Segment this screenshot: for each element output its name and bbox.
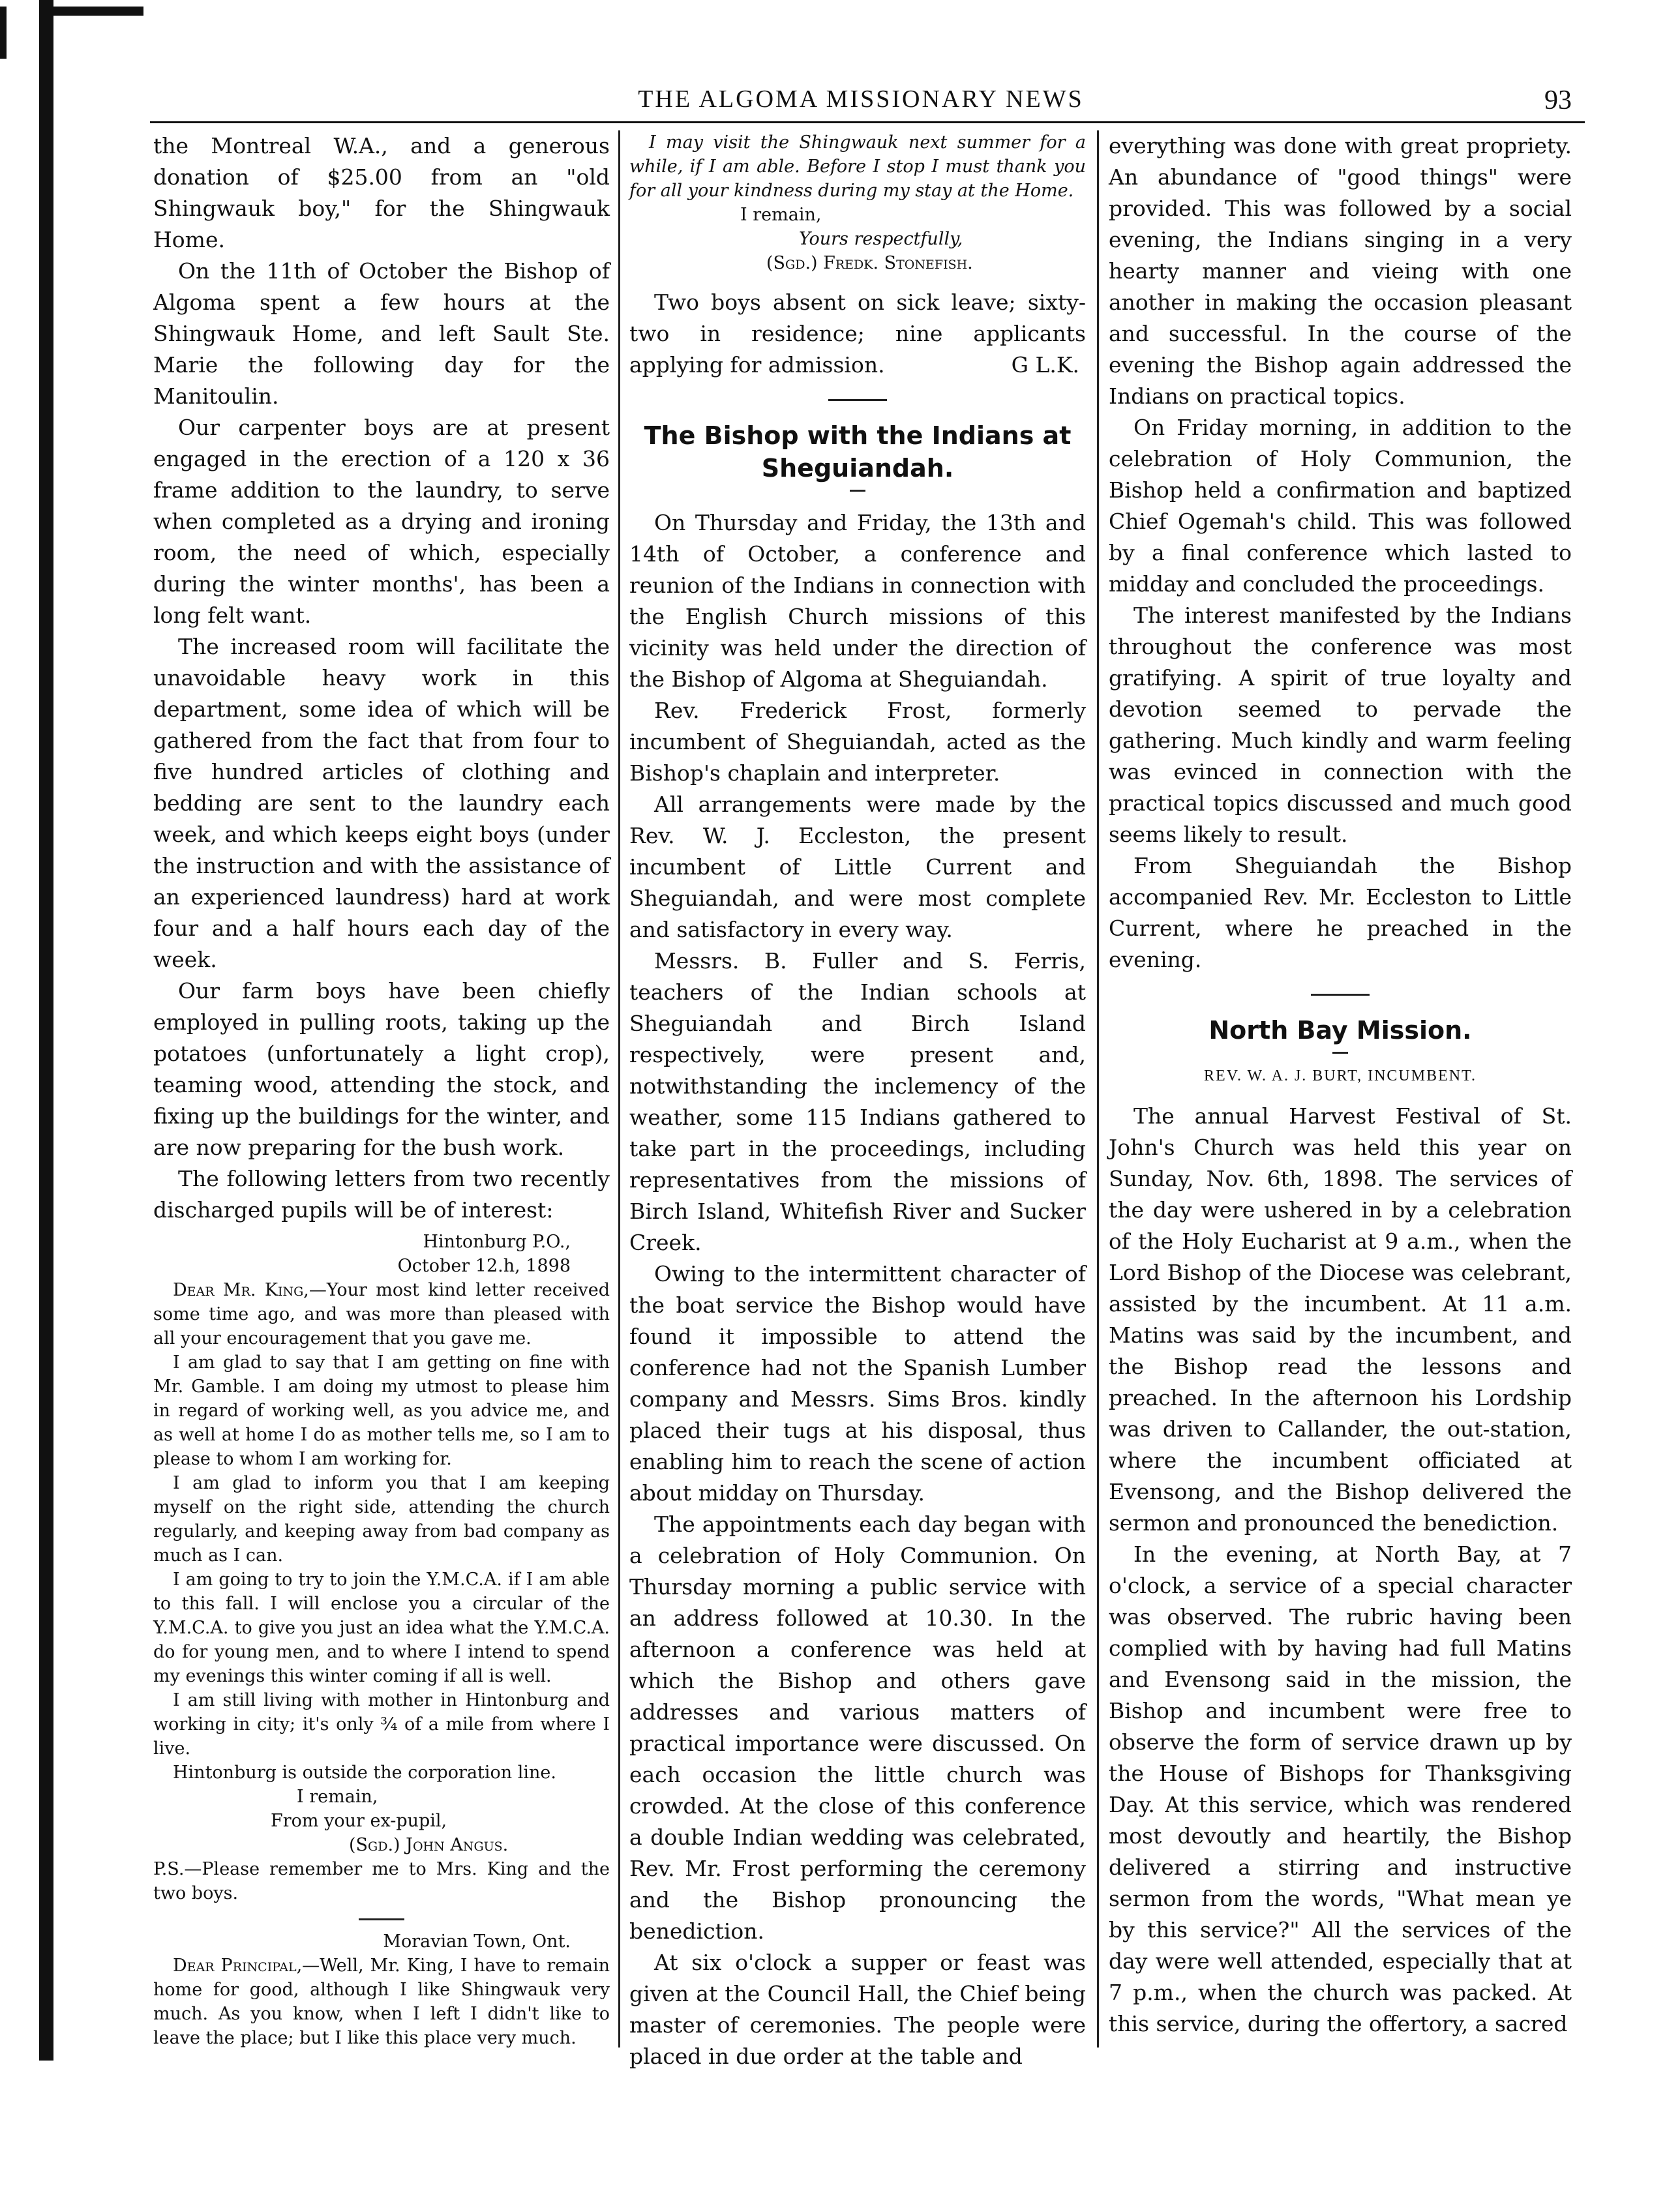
letter-paragraph: I am going to try to join the Y.M.C.A. if I am able to this fall. I will enclose you a circular of the Y.M.C.A. to give you just an idea what the Y.M.C.A. do for young men, and to where I intend to spend my evenings this winter coming if all is well.	[153, 1570, 610, 1686]
page-number: 93	[1544, 85, 1572, 115]
letter-address: Moravian Town, Ont.	[383, 1931, 571, 1952]
letter-paragraph: I am glad to say that I am getting on fine with Mr. Gamble. I am doing my utmost to please him in regard of working well, as you advice me, and as well at home I do as mother tells me, so I am to please to whom I am working for.	[153, 1352, 610, 1469]
paragraph: Owing to the intermittent character of the boat service the Bishop would have found it impossible to attend the conference had not the Spanish Lumber company and Messrs. Sims Bros. kindly placed their tugs at his disposal, thus enabling him to reach the scene of action about midday on Thursday.	[629, 1261, 1086, 1506]
letter-postscript: P.S.—Please remember me to Mrs. King and the two boys.	[153, 1859, 610, 1903]
paragraph: The increased room will facilitate the unavoidable heavy work in this department, some idea of which will be gathered from the fact that from four to five hundred articles of clothing and bedding are sent to the laundry each week, and which keeps eight boys (under the instruction and with the assistance of an experienced laundress) hard at work four and a half hours each day of the week.	[153, 634, 610, 972]
paragraph: On Friday morning, in addition to the celebration of Holy Communion, the Bishop held a confirmation and baptized Chief Ogemah's child. This was followed by a final conference which lasted to midday and concluded the proceedings.	[1109, 415, 1572, 597]
letter-text: —Your most kind letter received some time ago, and was more than pleased with all your encouragement that you gave me.	[153, 1280, 610, 1348]
column-rule	[618, 130, 620, 2048]
heading-divider	[850, 490, 865, 492]
letter-paragraph: I may visit the Shingwauk next summer for a while, if I am able. Before I stop I must thank you for all your kindness during my stay at the Home.	[629, 132, 1086, 201]
letter-closing: I remain,	[740, 205, 822, 225]
section-divider	[359, 1918, 404, 1920]
scan-edge-mark	[39, 7, 143, 16]
paragraph: The following letters from two recently discharged pupils will be of interest:	[153, 1166, 610, 1223]
paragraph: the Montreal W.A., and a generous donation of $25.00 from an "old Shingwauk boy," for the Shingwauk Home.	[153, 133, 610, 252]
letter-date: October 12.h, 1898	[397, 1256, 571, 1276]
paragraph: The annual Harvest Festival of St. John's Church was held this year on Sunday, Nov. 6th, 1898. The services of the day were ushered in by a celebration of the Holy Eucharist at 9 a.m., when the Lord Bishop of the Diocese was celebrant, assisted by the incumbent. At 11 a.m. Matins was said by the incumbent, and the Bishop read the lessons and preached. In the afternoon his Lordship was driven to Callander, the out-station, where the incumbent officiated at Evensong, and the Bishop delivered the sermon and pronounced the benediction.	[1109, 1103, 1572, 1536]
letter-signature: (Sgd.) John Angus.	[349, 1835, 509, 1855]
paragraph: Our farm boys have been chiefly employed in pulling roots, taking up the potatoes (unfortunately a light crop), teaming wood, attending the stock, and fixing up the buildings for the winter, and are now preparing for the bush work.	[153, 978, 610, 1160]
paragraph: The appointments each day began with a celebration of Holy Communion. On Thursday morning a public service with an address followed at 10.30. In the afternoon a conference was held at which the Bishop and others gave addresses and various matters of practical importance were discussed. On each occasion the little church was crowded. At the close of this conference a double Indian wedding was celebrated, Rev. Mr. Frost performing the ceremony and the Bishop pronouncing the benediction.	[629, 1511, 1086, 1944]
letter-paragraph: I am glad to inform you that I am keeping myself on the right side, attending the church regularly, and keeping away from bad company as much as I can.	[153, 1473, 610, 1566]
paragraph: In the evening, at North Bay, at 7 o'clock, a service of a special character was observed. The rubric having been complied with by having had full Matins and Evensong said in the mission, the Bishop and incumbent were free to observe the form of service drawn up by the House of Bishops for Thanksgiving Day. At this service, which was rendered most devoutly and heartily, the Bishop delivered a stirring and instructive sermon from the words, "What mean ye by this service?" All the services of the day were well attended, especially that at 7 p.m., when the church was packed. At this service, during the offertory, a sacred	[1109, 1541, 1572, 2036]
letter-closing: I remain,	[297, 1787, 378, 1807]
letter-stonefish	[629, 130, 1086, 203]
article-heading: The Bishop with the Indians at Sheguiandah.	[644, 421, 1072, 483]
paragraph: From Sheguiandah the Bishop accompanied Rev. Mr. Eccleston to Little Current, where he preached in the evening.	[1109, 853, 1572, 972]
column-3	[1109, 130, 1572, 2040]
letter-paragraph: Hintonburg is outside the corporation line.	[173, 1763, 556, 1783]
binding-shadow	[39, 0, 53, 2061]
paragraph: Rev. Frederick Frost, formerly incumbent of Sheguiandah, acted as the Bishop's chaplain and interpreter.	[629, 698, 1086, 786]
paragraph-text: Two boys absent on sick leave; sixty-two in residence; nine applicants applying for admission.	[629, 290, 1086, 378]
author-initials: G L.K.	[1011, 352, 1079, 378]
letter-closing: Yours respectfully,	[799, 229, 963, 249]
running-head: THE ALGOMA MISSIONARY NEWS	[638, 85, 1084, 113]
article-heading: North Bay Mission.	[1208, 1016, 1472, 1045]
letter-paragraph: I am still living with mother in Hintonburg and working in city; it's only ¾ of a mile from where I live.	[153, 1690, 610, 1759]
paragraph: All arrangements were made by the Rev. W. J. Eccleston, the present incumbent of Little Current and Sheguiandah, and were most complete and satisfactory in every way.	[629, 792, 1086, 942]
letter-stonefish-closing	[629, 203, 1086, 275]
paragraph	[629, 287, 1086, 381]
header-rule	[150, 121, 1585, 123]
letter-signature: (Sgd.) Fredk. Stonefish.	[766, 253, 973, 273]
paragraph: The interest manifested by the Indians throughout the conference was most gratifying. A spirit of true loyalty and devotion seemed to pervade the gathering. Much kindly and warm feeling was evinced in connection with the practical topics discussed and much good seems likely to result.	[1109, 603, 1572, 847]
paragraph: On the 11th of October the Bishop of Algoma spent a few hours at the Shingwauk Home, and left Sault Ste. Marie the following day for the Manitoulin.	[153, 258, 610, 409]
section-divider	[1311, 994, 1370, 996]
heading-divider	[1332, 1052, 1348, 1054]
column-1	[153, 130, 610, 2050]
letter-john-angus	[153, 1230, 610, 2050]
paragraph: everything was done with great propriety. An abundance of "good things" were provided. This was followed by a social evening, the Indians singing in a very hearty manner and vieing with one another in making the occasion pleasant and successful. In the course of the evening the Bishop again addressed the Indians on practical topics.	[1109, 133, 1572, 409]
letter-closing: From your ex-pupil,	[271, 1811, 447, 1831]
letter-salutation: Dear Mr. King,	[173, 1280, 309, 1300]
column-rule	[1097, 130, 1099, 2048]
letter-text: —Well, Mr. King, I have to remain home for good, although I like Shingwauk very much. As you know, when I left I didn't like to leave the place; but I like this place very much.	[153, 1956, 610, 2048]
paragraph: Our carpenter boys are at present engaged in the erection of a 120 x 36 frame addition to the laundry, to serve when completed as a drying and ironing room, the need of which, especially during the winter months', has been a long felt want.	[153, 415, 610, 628]
letter-address: Hintonburg P.O.,	[423, 1232, 571, 1252]
paragraph: At six o'clock a supper or feast was given at the Council Hall, the Chief being master of ceremonies. The people were placed in due order at the table and	[629, 1950, 1086, 2069]
paragraph: On Thursday and Friday, the 13th and 14th of October, a conference and reunion of the Indians in connection with the English Church missions of this vicinity was held under the direction of the Bishop of Algoma at Sheguiandah.	[629, 510, 1086, 692]
column-2	[629, 130, 1086, 2072]
paragraph: Messrs. B. Fuller and S. Ferris, teachers of the Indian schools at Sheguiandah and Birch Island respectively, were present and, notwithstanding the inclemency of the weather, some 115 Indians gathered to take part in the proceedings, including representatives from the missions of Birch Island, Whitefish River and Sucker Creek.	[629, 948, 1086, 1255]
section-divider	[828, 399, 887, 401]
letter-salutation: Dear Principal,	[173, 1956, 303, 1976]
scan-edge-mark	[0, 7, 7, 59]
article-byline: REV. W. A. J. BURT, INCUMBENT.	[1204, 1067, 1477, 1084]
